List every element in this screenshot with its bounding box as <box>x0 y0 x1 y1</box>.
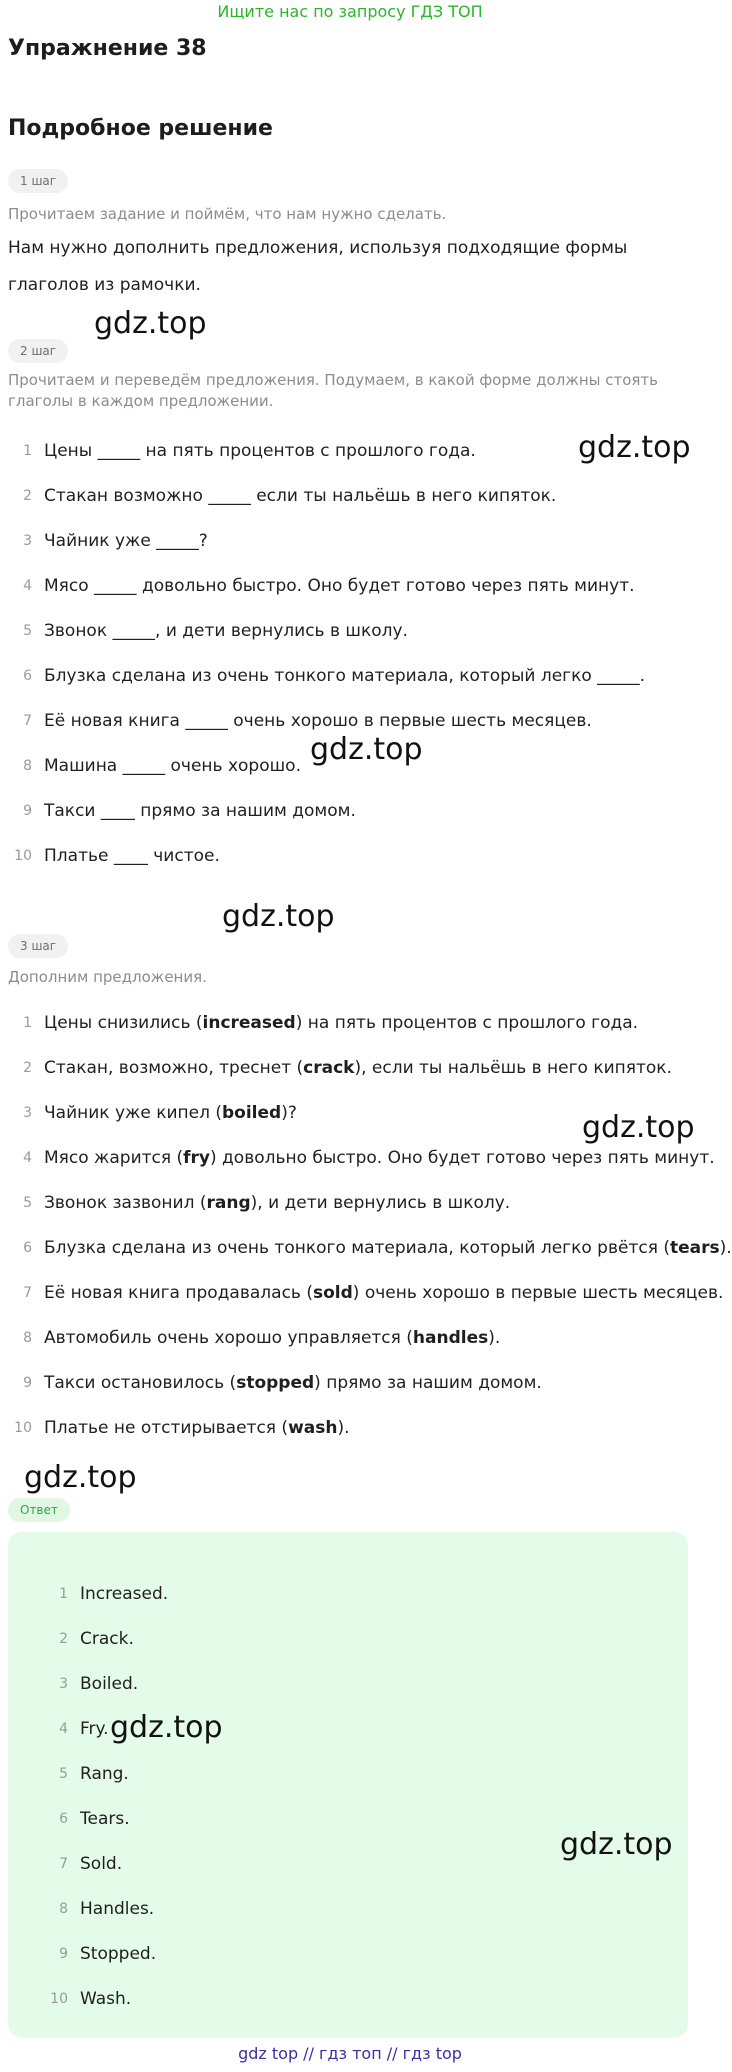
answer-badge: Ответ <box>8 1498 70 1522</box>
answer-text: Crack. <box>80 1629 134 1649</box>
sentence-text <box>44 1361 542 1406</box>
sentence-text <box>44 1226 732 1271</box>
list-item <box>0 654 700 699</box>
item-number: 1 <box>59 1586 68 1602</box>
sentence-part: Блузка сделана из очень тонкого материала, который легко рвётся ( <box>44 1238 670 1258</box>
sentence-text: Такси ____ прямо за нашим домом. <box>44 801 356 821</box>
sentence-part: ). <box>719 1238 732 1258</box>
watermark: gdz.top <box>310 732 423 767</box>
item-number: 6 <box>23 668 32 684</box>
solution-heading: Подробное решение <box>8 116 273 141</box>
sentence-part: ) на пять процентов с прошлого года. <box>295 1013 639 1033</box>
watermark: gdz.top <box>24 1460 137 1495</box>
sentence-text: Блузка сделана из очень тонкого материала, который легко _____. <box>44 666 646 686</box>
step-3-sentence-list <box>0 1001 732 1451</box>
item-number: 8 <box>23 1330 32 1346</box>
watermark: gdz.top <box>94 306 207 341</box>
sentence-text: Чайник уже _____? <box>44 531 208 551</box>
item-number: 7 <box>23 713 32 729</box>
sentence-part: Мясо жарится ( <box>44 1148 184 1168</box>
watermark: gdz.top <box>582 1110 695 1145</box>
answer-text: Increased. <box>80 1584 169 1604</box>
answer-item <box>36 1572 676 1617</box>
sentence-text: Мясо _____ довольно быстро. Оно будет готово через пять минут. <box>44 576 635 596</box>
list-item <box>0 1406 700 1451</box>
item-number: 2 <box>23 1060 32 1076</box>
watermark: gdz.top <box>578 430 691 465</box>
step-1-text: Нам нужно дополнить предложения, используя подходящие формы глаголов из рамочки. <box>8 238 628 295</box>
list-item <box>0 564 700 609</box>
item-number: 8 <box>59 1901 68 1917</box>
sentence-part: ), и дети вернулись в школу. <box>250 1193 511 1213</box>
sentence-text: Платье ____ чистое. <box>44 846 220 866</box>
sentence-text: Звонок _____, и дети вернулись в школу. <box>44 621 408 641</box>
sentence-part: Такси остановилось ( <box>44 1373 237 1393</box>
verb-keyword: handles <box>412 1328 489 1348</box>
answer-item <box>36 1932 676 1977</box>
answer-box <box>8 1532 688 2038</box>
answer-text: Stopped. <box>80 1944 157 1964</box>
answer-text: Boiled. <box>80 1674 139 1694</box>
verb-keyword: boiled <box>222 1103 282 1123</box>
item-number: 9 <box>23 1375 32 1391</box>
answer-text: Fry. <box>80 1719 109 1739</box>
sentence-part: Её новая книга продавалась ( <box>44 1283 313 1303</box>
item-number: 7 <box>23 1285 32 1301</box>
sentence-part: Автомобиль очень хорошо управляется ( <box>44 1328 413 1348</box>
step-2-badge: 2 шаг <box>8 339 68 363</box>
answer-item <box>36 1977 676 2022</box>
list-item <box>0 1271 724 1316</box>
item-number: 2 <box>23 488 32 504</box>
watermark: gdz.top <box>560 1827 673 1862</box>
sentence-text <box>44 1271 723 1316</box>
item-number: 5 <box>59 1766 68 1782</box>
watermark: gdz.top <box>110 1710 223 1745</box>
item-number: 1 <box>23 443 32 459</box>
answer-text: Wash. <box>80 1989 132 2009</box>
item-number: 10 <box>14 848 32 864</box>
answer-item <box>36 1662 676 1707</box>
verb-keyword: tears <box>669 1238 720 1258</box>
item-number: 6 <box>59 1811 68 1827</box>
step-1-hint: Прочитаем задание и поймём, что нам нужно сделать. <box>8 205 447 223</box>
answer-text: Sold. <box>80 1854 123 1874</box>
list-item <box>0 474 700 519</box>
item-number: 1 <box>23 1015 32 1031</box>
step-2-sentence-list <box>0 429 700 879</box>
sentence-text <box>44 1001 638 1046</box>
footer-links[interactable]: gdz top // гдз топ // гдз top <box>238 2044 462 2063</box>
answer-item <box>36 1752 676 1797</box>
sentence-text: Её новая книга _____ очень хорошо в первые шесть месяцев. <box>44 711 592 731</box>
item-number: 5 <box>23 1195 32 1211</box>
sentence-part: ). <box>337 1418 350 1438</box>
sentence-text: Машина _____ очень хорошо. <box>44 756 301 776</box>
list-item <box>0 1361 700 1406</box>
item-number: 3 <box>23 1105 32 1121</box>
sentence-part: ). <box>488 1328 501 1348</box>
search-banner: Ищите нас по запросу ГДЗ ТОП <box>217 2 483 21</box>
sentence-text <box>44 1406 350 1451</box>
step-2-hint: Прочитаем и переведём предложения. Подумаем, в какой форме должны стоять глаголы в каждом предложении. <box>8 371 659 410</box>
list-item <box>0 789 700 834</box>
list-item <box>0 1046 700 1091</box>
sentence-part: ), если ты нальёшь в него кипяток. <box>354 1058 672 1078</box>
verb-keyword: rang <box>206 1193 251 1213</box>
answer-text: Handles. <box>80 1899 155 1919</box>
item-number: 5 <box>23 623 32 639</box>
answer-item <box>36 1887 676 1932</box>
item-number: 7 <box>59 1856 68 1872</box>
list-item <box>0 1226 732 1271</box>
sentence-part: ) прямо за нашим домом. <box>314 1373 542 1393</box>
step-3-badge: 3 шаг <box>8 934 68 958</box>
list-item <box>0 1181 700 1226</box>
item-number: 8 <box>23 758 32 774</box>
sentence-text <box>44 1316 500 1361</box>
verb-keyword: stopped <box>236 1373 315 1393</box>
sentence-part: Стакан, возможно, треснет ( <box>44 1058 304 1078</box>
watermark: gdz.top <box>222 899 335 934</box>
sentence-text <box>44 1091 297 1136</box>
sentence-text: Стакан возможно _____ если ты нальёшь в него кипяток. <box>44 486 557 506</box>
list-item <box>0 609 700 654</box>
sentence-text <box>44 1181 510 1226</box>
list-item <box>0 1316 700 1361</box>
item-number: 9 <box>59 1946 68 1962</box>
verb-keyword: wash <box>288 1418 338 1438</box>
verb-keyword: fry <box>183 1148 211 1168</box>
list-item <box>0 519 700 564</box>
sentence-part: )? <box>281 1103 297 1123</box>
item-number: 9 <box>23 803 32 819</box>
item-number: 3 <box>23 533 32 549</box>
page-title: Упражнение 38 <box>8 36 207 61</box>
item-number: 4 <box>23 1150 32 1166</box>
verb-keyword: increased <box>202 1013 296 1033</box>
answer-list <box>36 1572 676 2022</box>
verb-keyword: crack <box>303 1058 355 1078</box>
sentence-part: Звонок зазвонил ( <box>44 1193 207 1213</box>
item-number: 4 <box>59 1721 68 1737</box>
step-3-hint: Дополним предложения. <box>8 968 207 986</box>
item-number: 2 <box>59 1631 68 1647</box>
item-number: 6 <box>23 1240 32 1256</box>
verb-keyword: sold <box>312 1283 353 1303</box>
item-number: 4 <box>23 578 32 594</box>
answer-text: Tears. <box>80 1809 130 1829</box>
sentence-part: Цены снизились ( <box>44 1013 203 1033</box>
item-number: 10 <box>14 1420 32 1436</box>
list-item <box>0 1001 700 1046</box>
sentence-part: Чайник уже кипел ( <box>44 1103 222 1123</box>
sentence-part: ) очень хорошо в первые шесть месяцев. <box>352 1283 724 1303</box>
item-number: 10 <box>50 1991 68 2007</box>
sentence-text: Цены _____ на пять процентов с прошлого года. <box>44 441 476 461</box>
answer-item <box>36 1617 676 1662</box>
answer-text: Rang. <box>80 1764 129 1784</box>
step-1-badge: 1 шаг <box>8 169 68 193</box>
list-item <box>0 834 700 879</box>
sentence-part: Платье не отстирывается ( <box>44 1418 289 1438</box>
sentence-text <box>44 1046 672 1091</box>
item-number: 3 <box>59 1676 68 1692</box>
sentence-part: ) довольно быстро. Оно будет готово через пять минут. <box>210 1148 715 1168</box>
